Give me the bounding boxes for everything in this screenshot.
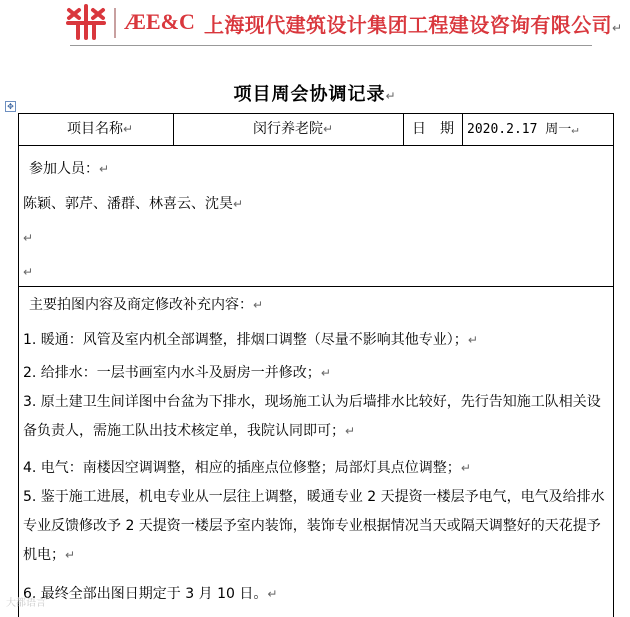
column-divider — [462, 114, 463, 145]
project-name-value: 闵行养老院↵ — [253, 121, 334, 137]
brand-mark: ÆE&C — [124, 9, 195, 34]
attendees-label: 参加人员：↵ — [29, 161, 110, 177]
list-item: 2. 给排水：一层书画室内水斗及厨房一并修改；↵ — [23, 365, 331, 381]
company-logo-icon — [66, 4, 106, 40]
content-heading: 主要拍图内容及商定修改补充内容：↵ — [29, 297, 264, 313]
list-item: 3. 原土建卫生间详图中台盆为下排水，现场施工认为后墙排水比较好，先行告知施工队相关设备负责人，需施工队出技术核定单，我院认同即可；↵ — [23, 394, 601, 439]
empty-paragraph: ↵ — [23, 231, 34, 245]
date-label: 日 期 — [412, 121, 454, 137]
list-item: 1. 暖通：风管及室内机全部调整，排烟口调整（尽量不影响其他专业）；↵ — [23, 332, 478, 348]
list-item: 5. 鉴于施工进展，机电专业从一层往上调整，暖通专业 2 天提资一楼层予电气，电气及给排水专业反馈修改予 2 天提资一楼层予室内装饰，装饰专业根据情况当天或隔天调整好的天花提予机电；↵ — [23, 489, 605, 563]
attendees-section — [19, 146, 613, 287]
list-item: 4. 电气：南楼因空调调整，相应的插座点位修整；局部灯具点位调整；↵ — [23, 460, 471, 476]
empty-paragraph: ↵ — [23, 265, 34, 279]
watermark: 大都语言 — [6, 598, 46, 609]
list-item: 6. 最终全部出图日期定于 3 月 10 日。↵ — [23, 586, 278, 602]
table-move-handle-icon[interactable]: ✥ — [5, 101, 16, 112]
attendees-names: 陈颖、郭芹、潘群、林喜云、沈昊↵ — [23, 196, 244, 212]
company-name: 上海现代建筑设计集团工程建设咨询有限公司↵ — [204, 13, 623, 37]
column-divider — [173, 114, 174, 145]
header-rule — [70, 45, 592, 46]
meeting-record-table — [18, 113, 614, 617]
project-name-label: 项目名称↵ — [67, 121, 134, 137]
page-title: 项目周会协调记录↵ — [233, 84, 397, 105]
letterhead — [0, 0, 630, 48]
date-value: 2020.2.17 周一↵ — [467, 122, 579, 137]
info-row — [19, 114, 613, 146]
column-divider — [403, 114, 404, 145]
logo-divider — [114, 8, 116, 38]
content-section — [19, 287, 613, 617]
